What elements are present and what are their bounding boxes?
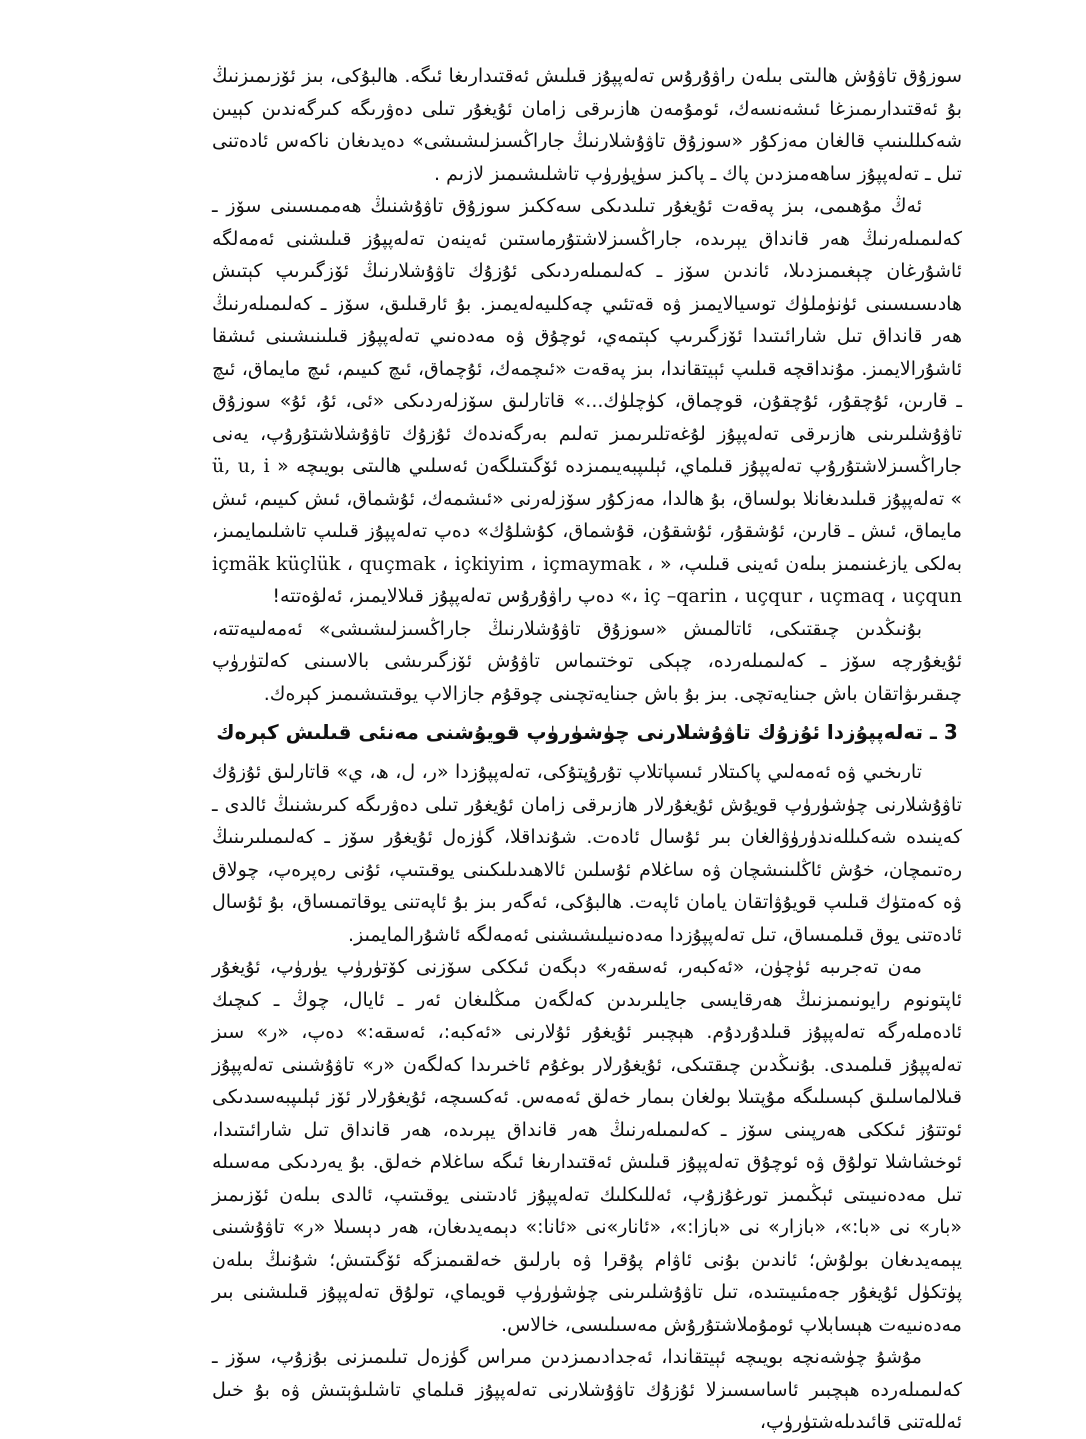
paragraph-conclusion <box>212 613 962 711</box>
paragraph-final <box>212 1341 962 1439</box>
latin-vowels: ü, u, i <box>212 455 270 477</box>
paragraph-text: مەن تەجرىبە ئۈچۈن، «ئەكبەر، ئەسقەر» دېگەن ئىككى سۆزنى كۆتۈرۈپ يۈرۈپ، ئۇيغۇر ئاپتونوم رايونىمىزنىڭ ھەرقايسى جايلىرىدىن كەلگەن مىڭلىغان ئەر ـ ئايال، چوڭ ـ كىچىك ئادەملەرگە تەلەپپۇز قىلدۇردۇم. ھېچبىر ئۇيغۇر ئۇلارنى «ئەكبە:، ئەسقە:» دەپ، «ر» سىز تەلەپپۇز قىلمىدى. بۇنىڭدىن چىقتىكى، ئۇيغۇرلار بوغۇم ئاخىرىدا كەلگەن «ر» تاۋۇشىنى تەلەپپۇز قىلالماسلىق كېسىلىگە مۇپتىلا بولغان بىمار خەلق ئەمەس. ئەكسىچە، ئۇيغۇرلار ئۆز ئېلىپبەسىدىكى ئوتتۇز ئىككى ھەرپىنى سۆز ـ كەلىمىلەرنىڭ ھەر قانداق يېرىدە، ھەر قانداق تىل شارائىتىدا، ئوخشاشلا تولۇق ۋە ئوچۇق تەلەپپۇز قىلىش ئەقتىدارىغا ئىگە ساغلام خەلق. بۇ يەردىكى مەسىلە تىل مەدەنىيىتى ئېڭىمىز تورغۇزۇپ، ئەللىكلىك تەلەپپۇز ئادىتىنى يوقىتىپ، ئالدى بىلەن ئۆزىمىز «بار» نى «با:»، «بازار» نى «بازا:»، «ئانار»نى «ئانا:» دېمەيدىغان، ھەر دېسىلا «ر» تاۋۇشىنى يېمەيدىغان بولۇش؛ ئاندىن بۇنى ئاۋام پۇقرا ۋە بارلىق خەلقىمىزگە ئۆگىتىش؛ شۇنىڭ بىلەن پۈتكۈل ئۇيغۇر جەمئىيىتىدە، تىل تاۋۇشلىرىنى چۈشۈرۈپ قويماي، تولۇق تەلەپپۇز قىلىشنى بىر مەدەنىيەت ھېسابلاپ ئومۇملاشتۇرۇش مەسىلىسى، خالاس. <box>212 956 962 1336</box>
document-page <box>212 60 962 1439</box>
latin-examples: küçlük ، quçmak ، içkiyim ، içmaymak ، iç –qarin ، uçqur ، uçmaq ، uçqun <box>276 552 962 607</box>
paragraph-tail: ،» دەپ راۋۇرۇس تەلەپپۇز قىلالايمىز، ئەلۋەتتە! <box>272 585 644 607</box>
paragraph-text: تارىخىي ۋە ئەمەلىي پاكىتلار ئىسپاتلاپ تۇرۇپتۇكى، تەلەپپۇزدا «ر، ل، ھ، ي» قاتارلىق ئۇزۇك تاۋۇشلارنى چۈشۈرۈپ قويۇش ئۇيغۇرلار ھازىرقى زامان ئۇيغۇر تىلى دەۋرىگە كىرىشنىڭ ئالدى ـ كەينىدە شەكىللەندۈرۈۋالغان بىر ئۇسال ئادەت. شۇنداقلا، گۈزەل ئۇيغۇر سۆز ـ كەلىمىلىرىنىڭ رەتىمچان، خۇش ئاڭلىنىشچان ۋە ساغلام ئۇسلىن ئالاھىدىلىكىنى يوقىتىپ، ئۇنى رەپرەپ، چولاق ۋە كەمتۈك قىلىپ قويۇۋاتقان يامان ئاپەت. ھالبۇكى، ئەگەر بىز بۇ ئاپەتنى يوقاتمىساق، بۇ ئۇسال ئادەتنى يوق قىلمىساق، تىل تەلەپپۇزدا مەدەنىيلىشىشنى ئەمەلگە ئاشۇرالمايمىز. <box>212 761 962 946</box>
paragraph-history <box>212 756 962 951</box>
paragraph-text: مۇشۇ چۈشەنچە بويىچە ئېيتقاندا، ئەجدادىمىزدىن مىراس گۈزەل تىلىمىزنى بۇزۇپ، سۆز ـ كەلىمىلەردە ھېچبىر ئاساسسىزلا ئۇزۇك تاۋۇشلارنى تەلەپپۇز قىلماي تاشلىۋېتىش ۋە بۇ خىل ئەللەتنى قائىدىلەشتۈرۈپ، <box>212 1346 962 1433</box>
paragraph-text: بۇنىڭدىن چىقتىكى، ئاتالمىش «سوزۇق تاۋۇشلارنىڭ جاراڭسىزلىشىشى» ئەمەلىيەتتە، ئۇيغۇرچە سۆز ـ كەلىمىلەردە، چېكى توختىماس تاۋۇش ئۆزگىرىشى بالاسىنى كەلتۈرۈپ چىقىرىۋاتقان باش جىنايەتچى. بىز بۇ باش جىنايەتچىنى چوقۇم جازالاپ يوقىتىشىمىز كېرەك. <box>212 617 962 705</box>
paragraph-vowel-devoicing <box>212 190 962 613</box>
heading-number: 3 <box>943 720 958 744</box>
heading-title: تەلەپپۇزدا ئۇزۇك تاۋۇشلارنى چۈشۈرۈپ قويۇشنى مەنئى قىلىش كېرەك <box>216 720 924 744</box>
paragraph-text: ئەڭ مۇھىمى، بىز پەقەت ئۇيغۇر تىلىدىكى سەككىز سوزۇق تاۋۇشنىڭ ھەممىسىنى سۆز ـ كەلىمىلەرنىڭ ھەر قانداق يېرىدە، جاراڭسىزلاشتۇرماستىن ئەينەن تەلەپپۇز قىلىشنى ئەمەلگە ئاشۇرغان چېغىمىزدىلا، ئاندىن سۆز ـ كەلىمىلەردىكى ئۇزۇك تاۋۇشلارنىڭ ئۆزگىرىپ كېتىش ھادىسىسىنى ئۈنۈملۈك توسيالايمىز ۋە قەتئىي چەكلىيەلەيمىز. بۇ ئارقىلىق، سۆز ـ كەلىمىلەرنىڭ ھەر قانداق تىل شارائىتىدا ئۆزگىرىپ كېتمەي، ئوچۇق ۋە مەدەنىي تەلەپپۇز قىلىنىشىنى ئىشقا ئاشۇرالايمىز. مۇنداقچە قىلىپ ئېيتقاندا، بىز پەقەت «ئىچمەك، ئۇچماق، ئىچ كىيىم، ئىچ مايماق، ئىچ ـ قارىن، ئۇچقۇر، ئۇچقۇن، قوچماق، كۈچلۈك...» قاتارلىق سۆزلەردىكى «ئى، ئۇ، ئۇ» سوزۇق تاۋۇشلىرىنى ھازىرقى تەلەپپۇز لۇغەتلىرىمىز تەلىم بەرگەندەك ئۇزۇك تاۋۇشلاشتۇرۇپ، يەنى جاراڭسىزلاشتۇرۇپ تەلەپپۇز قىلماي، ئېلىپبەيىمىزدە ئۆگىتىلگەن ئەسلىي ھالىتى بويىچە « <box>212 195 962 477</box>
heading-dash: ـ <box>930 720 937 744</box>
paragraph-experiment <box>212 951 962 1341</box>
paragraph-text-rest: » تەلەپپۇز قىلىدىغانلا بولساق، بۇ ھالدا، مەزكۇر سۆزلەرنى «ئىشمەك، ئۇشماق، ئىش كىيىم، ئىش مايماق، ئىش ـ قارىن، ئۇشقۇر، ئۇشقۇن، قۇشماق، كۇشلۇك» دەپ تەلەپپۇز قىلىپ تاشلىمايمىز، بەلكى يازغىنىمىز بىلەن ئەينى قىلىپ، « <box>212 487 962 575</box>
section-heading <box>212 714 962 750</box>
latin-first-example: içmäk <box>212 552 270 575</box>
paragraph-continuation <box>212 60 962 190</box>
paragraph-text: سوزۇق تاۋۇش ھالىتى بىلەن راۋۇرۇس تەلەپپۇز قىلىش ئەقتىدارىغا ئىگە. ھالبۇكى، بىز ئۆزىمىزنىڭ بۇ ئەقتىدارىمىزغا ئىشەنسەك، ئومۇمەن ھازىرقى زامان ئۇيغۇر تىلى دەۋرىگە كىرگەندىن كېيىن شەكىللىنىپ قالغان مەزكۇر «سوزۇق تاۋۇشلارنىڭ جاراڭسىزلىشىشى» دەيدىغان ناكەس ئادەتنى تىل ـ تەلەپپۇز ساھەمىزدىن پاك ـ پاكىز سۈپۈرۈپ تاشلىشىمىز لازىم . <box>212 65 962 185</box>
